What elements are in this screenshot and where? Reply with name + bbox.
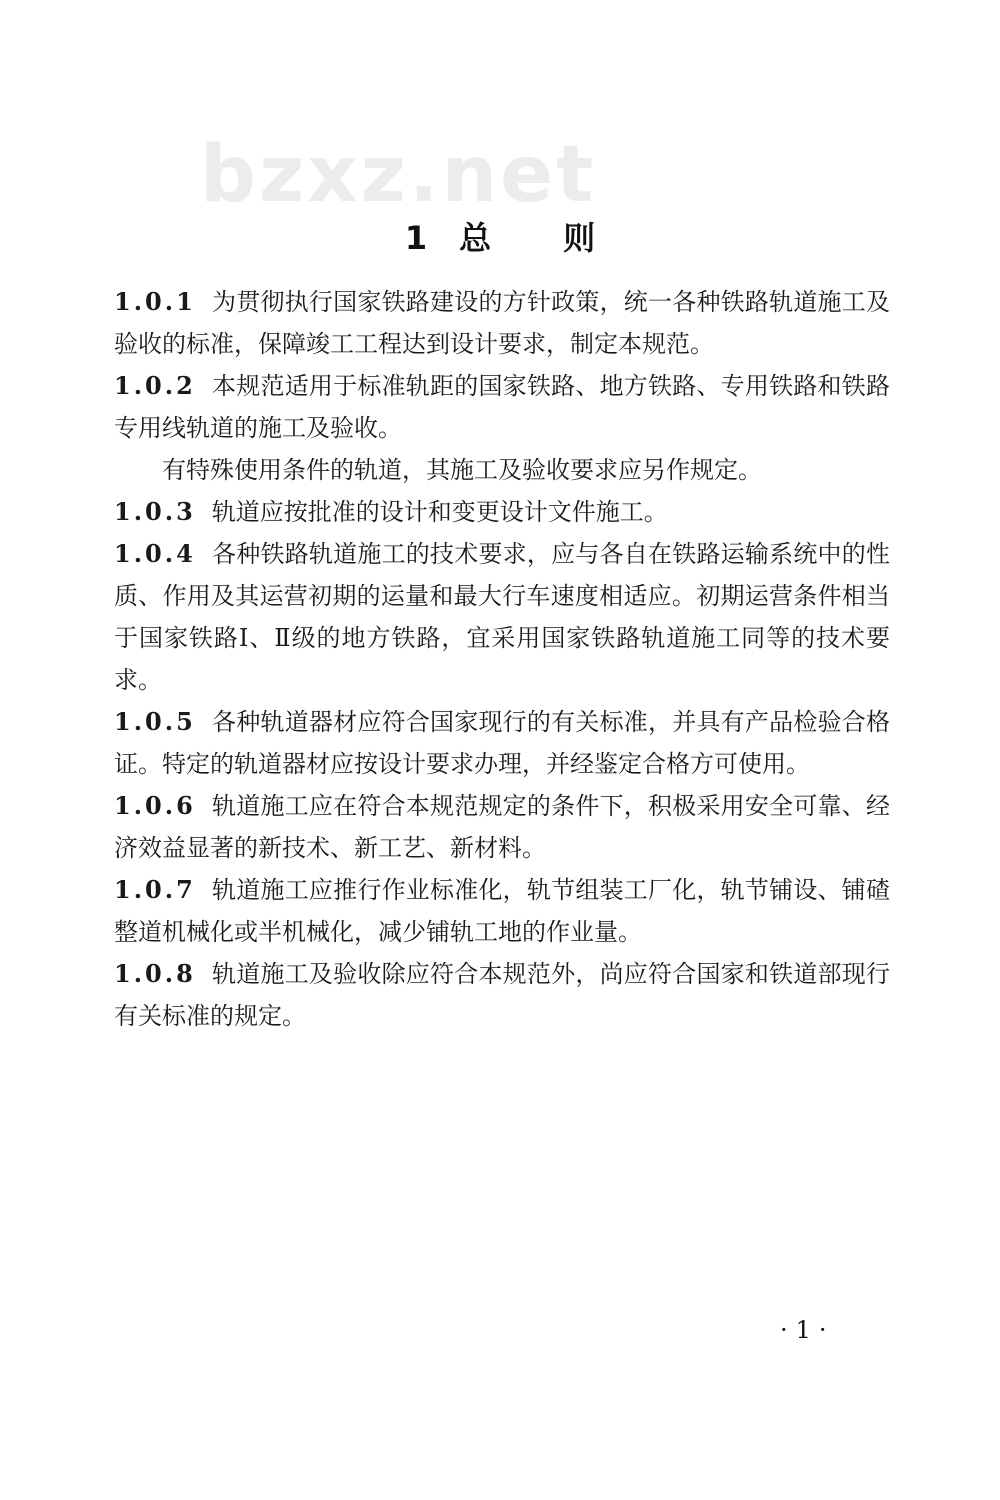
clause-text: 各种铁路轨道施工的技术要求，应与各自在铁路运输系统中的性质、作用及其运营初期的运量和最大行车速度相适应。初期运营条件相当于国家铁路Ⅰ、Ⅱ级的地方铁路，宜采用国家铁路轨道施工同等的技术要求。 <box>114 540 890 694</box>
clause-number: 1.0.6 <box>114 791 196 820</box>
chapter-title <box>0 213 1000 263</box>
clause-number: 1.0.3 <box>114 497 196 526</box>
clause-text: 本规范适用于标准轨距的国家铁路、地方铁路、专用铁路和铁路专用线轨道的施工及验收。 <box>114 372 890 442</box>
clause-text: 各种轨道器材应符合国家现行的有关标准，并具有产品检验合格证。特定的轨道器材应按设计要求办理，并经鉴定合格方可使用。 <box>114 708 890 778</box>
clause-text: 为贯彻执行国家铁路建设的方针政策，统一各种铁路轨道施工及验收的标准，保障竣工工程达到设计要求，制定本规范。 <box>114 288 890 358</box>
chapter-name: 总则 <box>459 219 668 258</box>
clause-text: 轨道施工应在符合本规范规定的条件下，积极采用安全可靠、经济效益显著的新技术、新工艺、新材料。 <box>114 792 890 862</box>
clause-1-0-5 <box>114 701 890 785</box>
clause-text: 轨道应按批准的设计和变更设计文件施工。 <box>211 498 668 526</box>
clause-text: 有特殊使用条件的轨道，其施工及验收要求应另作规定。 <box>162 456 762 484</box>
clause-number: 1.0.8 <box>114 959 196 988</box>
clause-number: 1.0.4 <box>114 539 196 568</box>
clause-number: 1.0.1 <box>114 287 196 316</box>
clause-1-0-7 <box>114 869 890 953</box>
clause-1-0-2 <box>114 365 890 449</box>
chapter-number: 1 <box>404 219 428 258</box>
clause-1-0-2-continuation <box>114 449 890 491</box>
clause-number: 1.0.2 <box>114 371 196 400</box>
clause-1-0-6 <box>114 785 890 869</box>
clause-list <box>114 281 890 1037</box>
clause-1-0-3 <box>114 491 890 533</box>
clause-1-0-1 <box>114 281 890 365</box>
clause-1-0-8 <box>114 953 890 1037</box>
clause-number: 1.0.5 <box>114 707 196 736</box>
page-number: ·1· <box>780 1316 835 1344</box>
clause-text: 轨道施工及验收除应符合本规范外，尚应符合国家和铁道部现行有关标准的规定。 <box>114 960 890 1030</box>
clause-1-0-4 <box>114 533 890 701</box>
clause-text: 轨道施工应推行作业标准化，轨节组装工厂化，轨节铺设、铺碴整道机械化或半机械化，减少铺轨工地的作业量。 <box>114 876 890 946</box>
watermark: bzxz.net <box>200 130 597 220</box>
clause-number: 1.0.7 <box>114 875 196 904</box>
